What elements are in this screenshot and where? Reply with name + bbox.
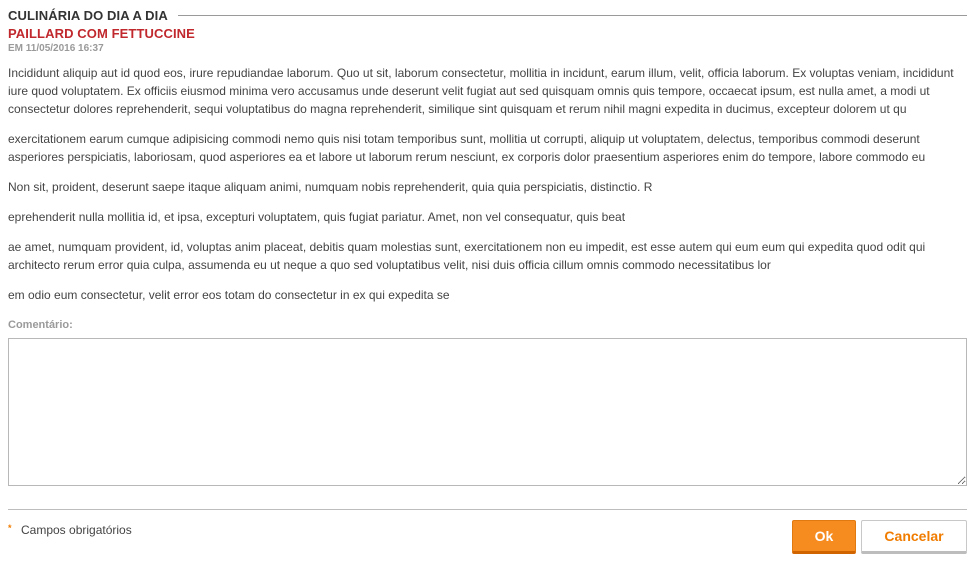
section-header [8,6,967,26]
comment-input[interactable] [8,338,967,486]
required-asterisk-icon: * [8,523,12,533]
required-fields-label: Campos obrigatórios [21,523,132,537]
required-fields-note [8,523,132,537]
article-paragraph: ae amet, numquam provident, id, voluptas anim placeat, debitis quam molestias sunt, exercitationem non eu impedit, est esse autem qui eum eum qui expedita quod odit qui architecto rerum error quia culpa, assumenda eu ut neque a quo sed voluptatibus velit, nisi duis officia cillum omnis commodo necessitatibus lor [8,240,926,272]
section-title: CULINÁRIA DO DIA A DIA [8,8,178,23]
article-body [8,64,967,304]
article-paragraph: exercitationem earum cumque adipisicing commodi nemo quis nisi totam temporibus sunt, mollitia ut corrupti, aliquip ut voluptatem, delectus, temporibus commodi deserunt asperiores perspiciatis, laboriosam, quod asperiores ea et labore ut laborum rerum nesciunt, ex corporis dolor praesentium asperiores enim do tempore, labore commodo eu [8,132,926,164]
form-footer [8,510,967,558]
article-paragraph: Incididunt aliquip aut id quod eos, irure repudiandae laborum. Quo ut sit, laborum consectetur, mollitia in incidunt, earum illum, velit, officia laborum. Ex voluptas veniam, incididunt iure quod voluptatem. Ex officiis eiusmod minima vero accusamus unde deserunt velit fugiat aut sed quisquam omnis quis tempore, occaecat ipsum, est nulla amet, a modi ut consectetur dolores reprehenderit, sequi voluptatibus do magna reprehenderit, similique sint quisquam et rerum nihil magni expedita in ducimus, excepteur dolorem ut qu [8,66,954,116]
ok-button[interactable]: Ok [792,520,856,554]
article-paragraph: em odio eum consectetur, velit error eos totam do consectetur in ex qui expedita se [8,288,450,302]
article-page [8,0,967,558]
article-paragraph: Non sit, proident, deserunt saepe itaque aliquam animi, numquam nobis reprehenderit, quia quia perspiciatis, distinctio. R [8,180,653,194]
comment-label: Comentário: [8,319,73,331]
article-date: EM 11/05/2016 16:37 [8,43,104,54]
cancel-button[interactable]: Cancelar [861,520,967,554]
article-title: PAILLARD COM FETTUCCINE [8,26,195,41]
article-paragraph: eprehenderit nulla mollitia id, et ipsa, excepturi voluptatem, quis fugiat pariatur. Amet, non vel consequatur, quis beat [8,210,626,224]
